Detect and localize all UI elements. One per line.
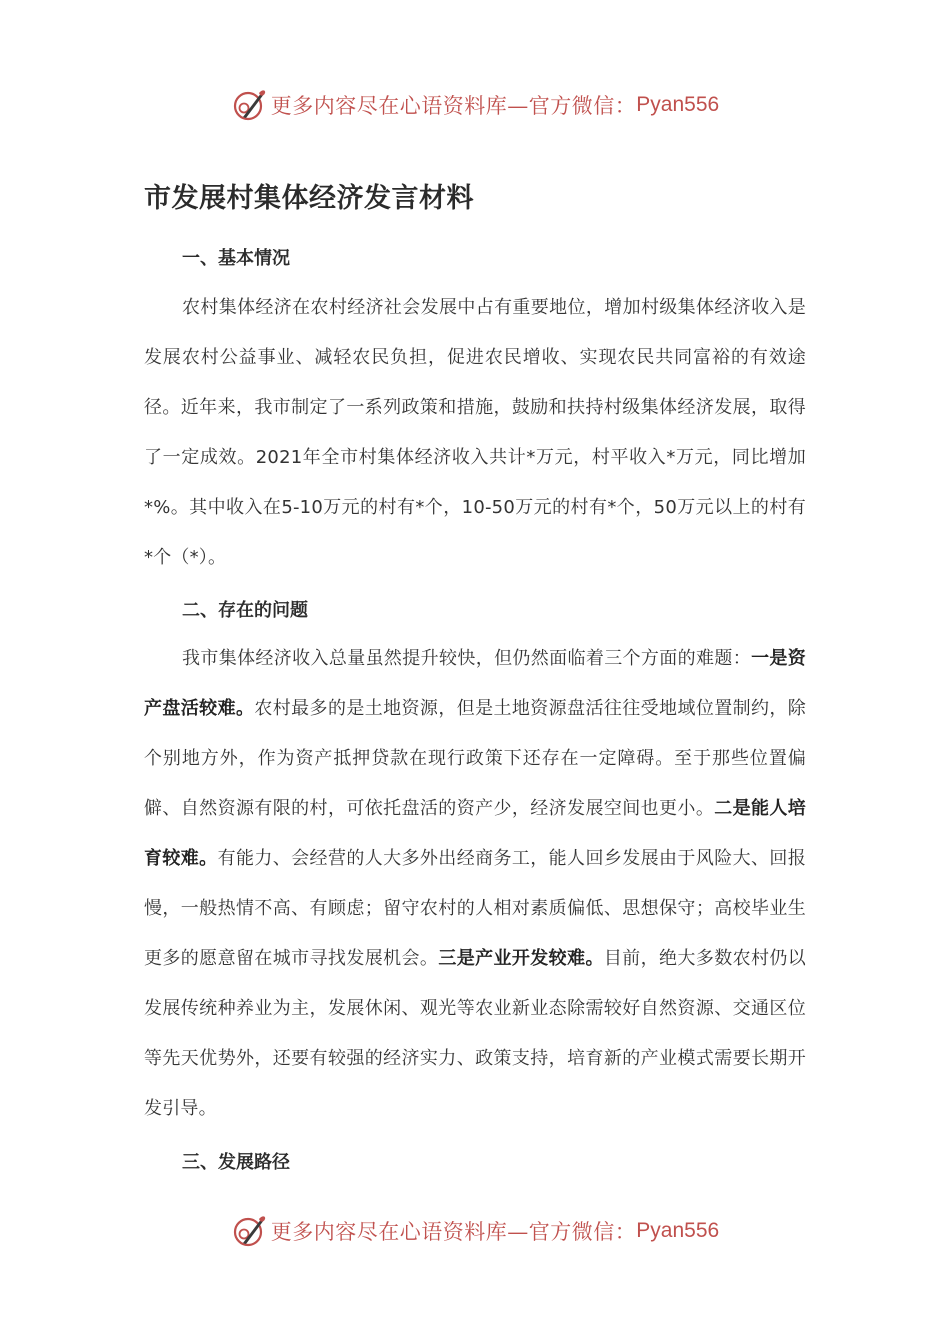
document-title: 市发展村集体经济发言材料 <box>144 183 474 214</box>
section-heading-existing-problems: 二、存在的问题 <box>182 600 308 621</box>
problem-one-body: 农村最多的是土地资源，但是土地资源盘活往往受地域位置制约，除个别地方外，作为资产抵押贷款在现行政策下还存在一定障碍。至于那些位置偏僻、自然资源有限的村，可依托盘活的资产少，经济发展空间也更小。 <box>144 698 807 819</box>
quill-pen-logo-icon <box>231 1213 267 1249</box>
banner-text: 更多内容尽在心语资料库—官方微信： <box>270 94 637 118</box>
banner-text: 更多内容尽在心语资料库—官方微信： <box>270 1220 637 1244</box>
section-paragraph-basic-situation: 农村集体经济在农村经济社会发展中占有重要地位，增加村级集体经济收入是发展农村公益事业、减轻农民负担，促进农民增收、实现农民共同富裕的有效途径。近年来，我市制定了一系列政策和措施，鼓励和扶持村级集体经济发展，取得了一定成效。2021年全市村集体经济收入共计*万元，村平收入*万元，同比增加*%。其中收入在5-10万元的村有*个，10-50万元的村有*个，50万元以上的村有*个（*）。 <box>144 297 806 568</box>
problem-three-heading: 三是产业开发较难。 <box>438 948 604 969</box>
footer-banner <box>0 1209 950 1253</box>
header-banner <box>0 83 950 127</box>
problems-intro: 我市集体经济收入总量虽然提升较快，但仍然面临着三个方面的难题： <box>182 648 752 669</box>
problem-two-heading: 二是能人培育较难。 <box>144 798 806 869</box>
section-paragraph-existing-problems <box>144 634 806 1134</box>
section-heading-development-path: 三、发展路径 <box>182 1152 290 1173</box>
quill-pen-logo-icon <box>231 87 267 123</box>
problem-two-body: 有能力、会经营的人大多外出经商务工，能人回乡发展由于风险大、回报慢，一般热情不高、有顾虑；留守农村的人相对素质偏低、思想保守；高校毕业生更多的愿意留在城市寻找发展机会。 <box>144 848 806 969</box>
problem-three-body: 目前，绝大多数农村仍以发展传统种养业为主，发展休闲、观光等农业新业态除需较好自然资源、交通区位等先天优势外，还要有较强的经济实力、政策支持，培育新的产业模式需要长期开发引导。 <box>144 948 806 1119</box>
section-heading-basic-situation: 一、基本情况 <box>182 248 290 269</box>
problem-one-heading: 一是资产盘活较难。 <box>144 648 806 719</box>
banner-wechat-id: Pyan556 <box>636 1219 720 1242</box>
banner-wechat-id: Pyan556 <box>636 93 720 116</box>
